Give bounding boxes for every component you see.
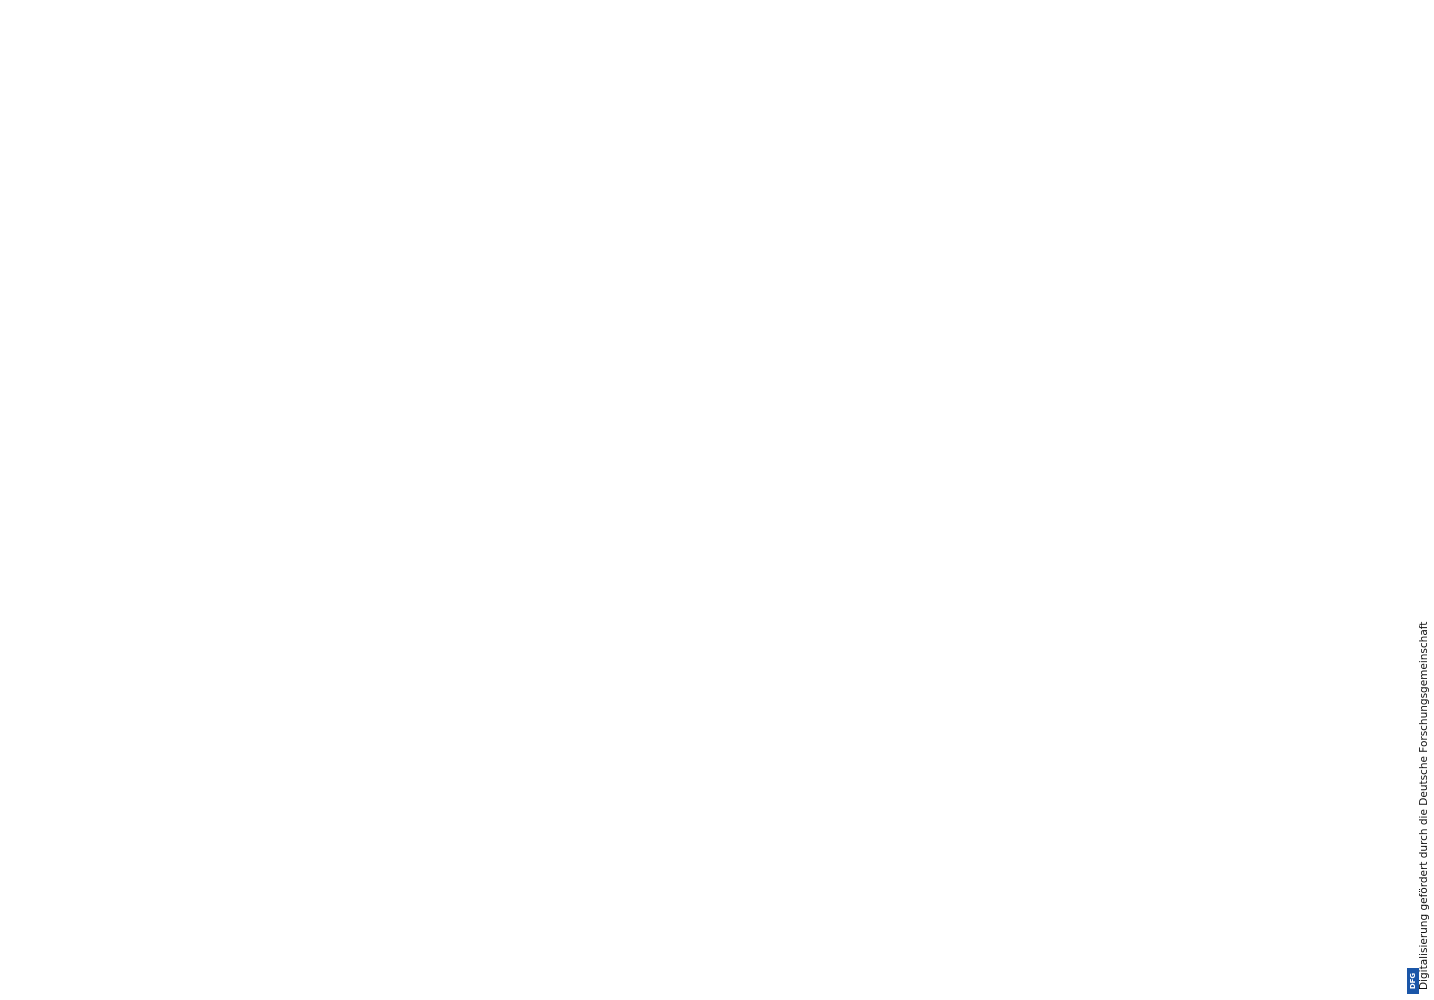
dfg-logo-text: DFG <box>1409 972 1417 990</box>
digitization-note: Digitalisierung gefördert durch die Deutsche Forschungsgemeinschaft <box>1418 621 1430 990</box>
digitization-sidebar <box>1404 0 1434 1000</box>
